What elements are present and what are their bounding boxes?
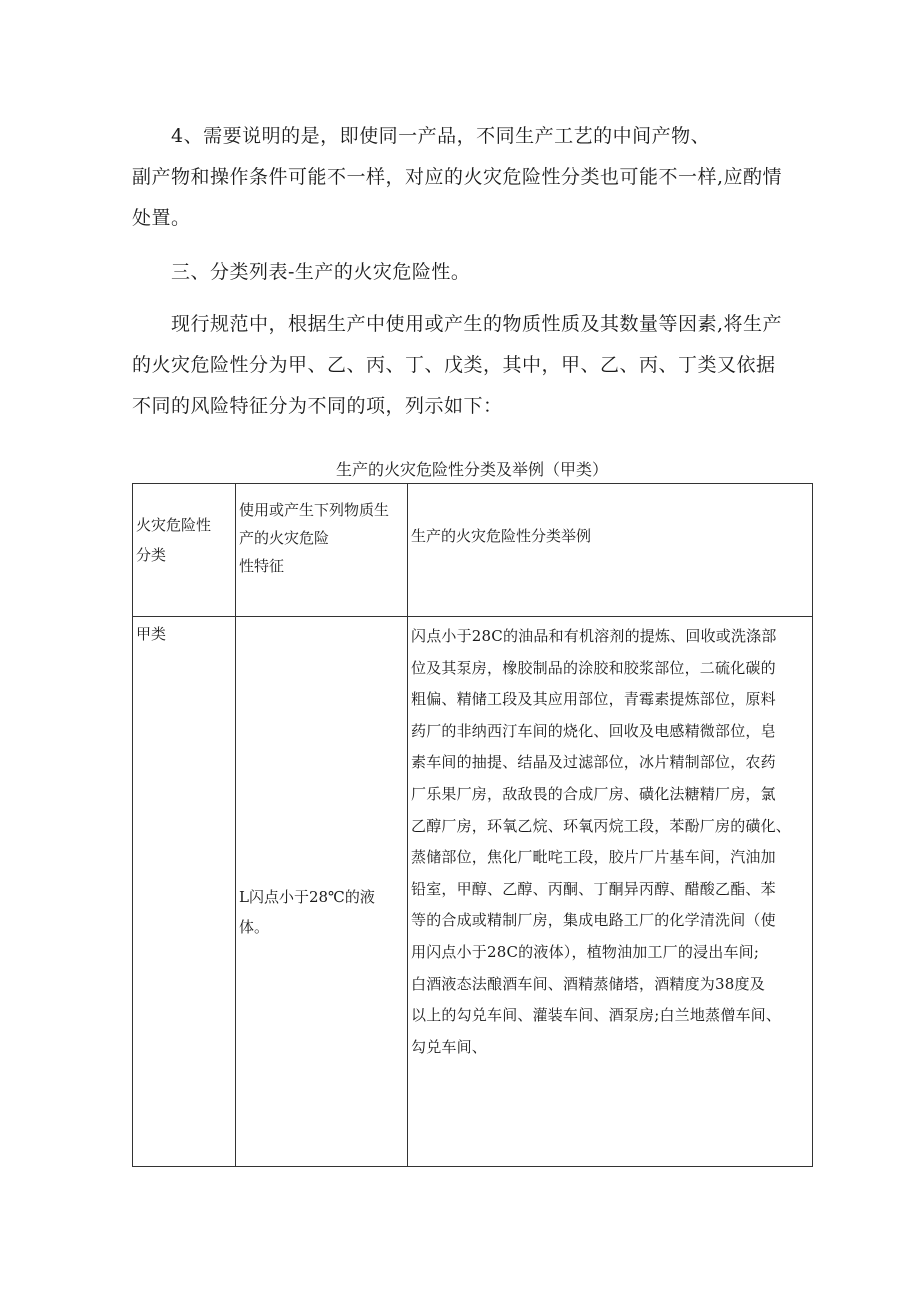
header-category <box>133 484 236 617</box>
example-line: 素车间的抽提、结晶及过滤部位，冰片精制部位，农药 <box>411 753 776 772</box>
table-row <box>133 617 813 1167</box>
header-line: 使用或产生下列物质生 <box>239 501 390 519</box>
header-line: 性特征 <box>239 557 285 575</box>
paragraph-line: 4、需要说明的是，即使同一产品，不同生产工艺的中间产物、 <box>132 125 711 147</box>
example-line: 厂乐果厂房，敌敌畏的合成厂房、磺化法糖精厂房，氯 <box>411 784 776 803</box>
paragraph-note-4 <box>132 116 822 239</box>
header-examples <box>408 484 813 617</box>
section-heading <box>132 252 822 293</box>
table-title: 生产的火灾危险性分类及举例（甲类） <box>335 460 608 479</box>
example-line: 位及其泵房，橡胶制品的涂胶和胶浆部位，二硫化碳的 <box>411 658 776 677</box>
section-heading-text: 三、分类列表-生产的火灾危险性。 <box>132 261 471 283</box>
paragraph-line: 现行规范中，根据生产中使用或产生的物质性质及其数量等因素,将生产 <box>132 313 783 335</box>
cell-examples <box>408 617 813 1167</box>
example-line: 用闪点小于28C的液体），植物油加工厂的浸出车间; <box>411 942 760 961</box>
cell-feature <box>236 617 408 1167</box>
example-line: 勾兑车间、 <box>411 1037 488 1056</box>
paragraph-intro <box>132 304 822 427</box>
fire-hazard-table <box>132 483 813 1167</box>
example-line: 铅室，甲醇、乙醇、丙酮、丁酮异丙醇、醋酸乙酯、苯 <box>411 879 776 898</box>
paragraph-line: 处置。 <box>132 207 191 229</box>
example-line: 白酒液态法酿酒车间、酒精蒸储塔，酒精度为38度及 <box>411 974 765 993</box>
example-line: 粗偏、精储工段及其应用部位，青霉素提炼部位，原料 <box>411 690 776 709</box>
feature-line: L闪点小于28℃的液 <box>239 887 375 906</box>
example-line: 以上的勾兑车间、灌装车间、酒泵房;白兰地蒸僧车间、 <box>411 1006 782 1025</box>
example-line: 药厂的非纳西汀车间的烧化、回收及电感精微部位，皂 <box>411 721 776 740</box>
paragraph-line: 的火灾危险性分为甲、乙、丙、丁、戊类，其中，甲、乙、丙、丁类又依据 <box>132 354 776 376</box>
header-feature <box>236 484 408 617</box>
table-header-row <box>133 484 813 617</box>
paragraph-line: 副产物和操作条件可能不一样，对应的火灾危险性分类也可能不一样,应酌情 <box>132 166 783 188</box>
header-line: 产的火灾危险 <box>239 529 330 547</box>
example-line: 等的合成或精制厂房，集成电路工厂的化学清洗间（使 <box>411 911 776 930</box>
example-line: 闪点小于28C的油品和有机溶剂的提炼、回收或洗涤部 <box>411 627 777 645</box>
paragraph-line: 不同的风险特征分为不同的项，列示如下： <box>132 395 503 417</box>
header-examples-text: 生产的火灾危险性分类举例 <box>411 527 592 545</box>
cell-feature-text <box>239 882 404 942</box>
header-line: 分类 <box>136 546 167 564</box>
cell-category: 甲类 <box>133 617 236 1167</box>
example-line: 蒸储部位，焦化厂毗咤工段，胶片厂片基车间，汽油加 <box>411 848 776 867</box>
feature-line: 体。 <box>239 917 270 936</box>
example-line: 乙醇厂房，环氧乙烷、环氧丙烷工段，苯酚厂房的磺化、 <box>411 816 792 835</box>
header-line: 火灾危险性 <box>136 516 212 534</box>
